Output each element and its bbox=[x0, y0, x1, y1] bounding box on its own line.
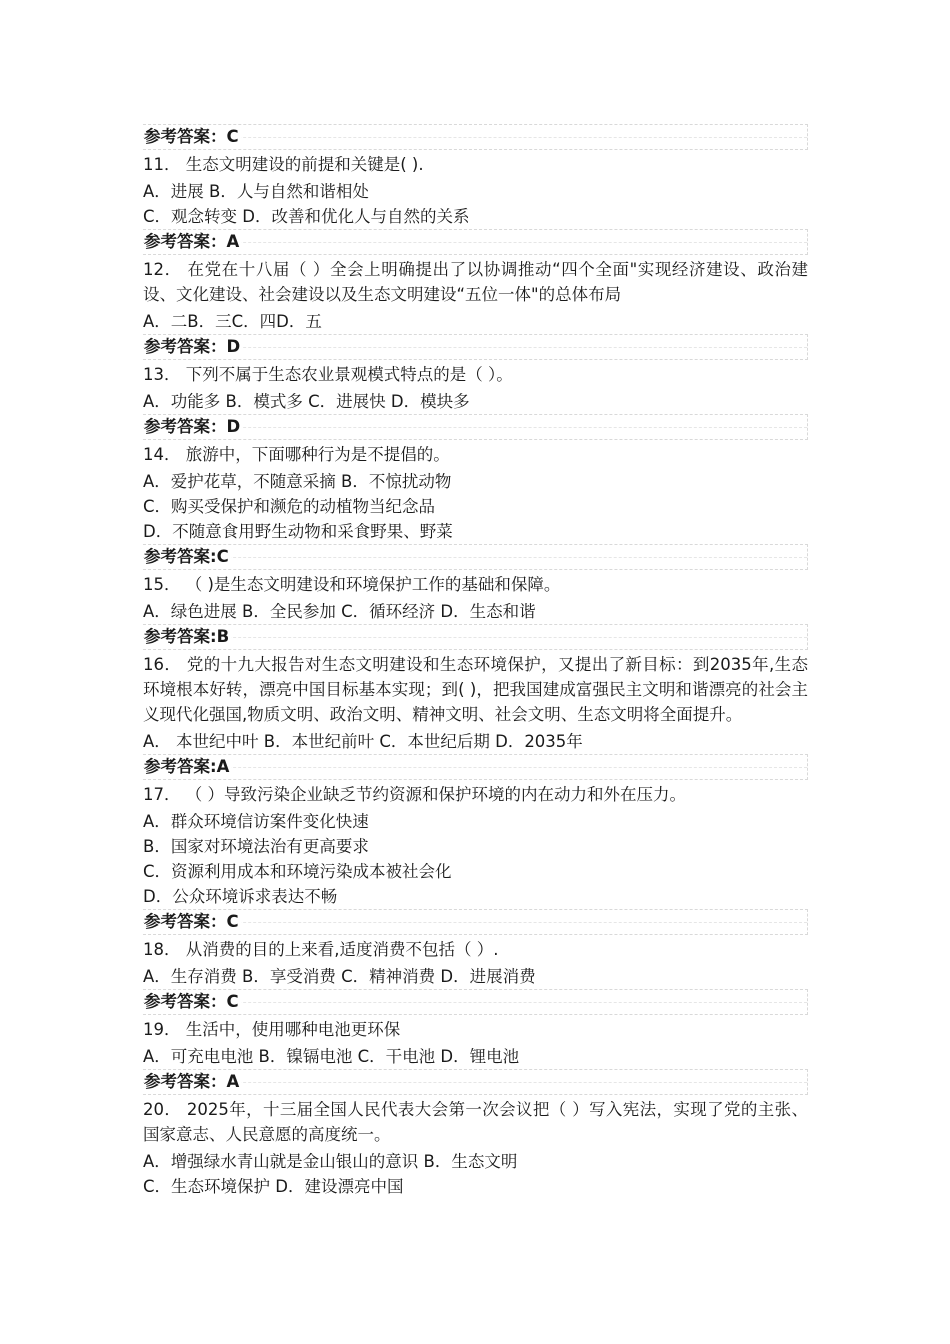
option-line: A．二B．三C．四D．五 bbox=[143, 312, 322, 331]
option-line: A．增强绿水青山就是金山银山的意识 B．生态文明 bbox=[143, 1152, 518, 1171]
answer-text: 参考答案：C bbox=[144, 992, 239, 1011]
option-line: A．进展 B．人与自然和谐相处 bbox=[143, 182, 369, 201]
option-line: A．爱护花草，不随意采摘 B．不惊扰动物 bbox=[143, 472, 452, 491]
question-text: 11． 生态文明建设的前提和关键是( ). bbox=[143, 155, 424, 174]
document-page bbox=[143, 124, 808, 1199]
option-line: C．资源利用成本和环境污染成本被社会化 bbox=[143, 862, 452, 881]
answer-line bbox=[143, 909, 808, 935]
question-text: 18． 从消费的目的上来看,适度消费不包括（ ）. bbox=[143, 940, 499, 959]
option-line: D．公众环境诉求表达不畅 bbox=[143, 887, 338, 906]
option-line: C．观念转变 D．改善和优化人与自然的关系 bbox=[143, 207, 470, 226]
answer-line bbox=[143, 544, 808, 570]
answer-text: 参考答案:C bbox=[144, 547, 229, 566]
answer-line bbox=[143, 1069, 808, 1095]
answer-text: 参考答案：A bbox=[144, 232, 240, 251]
answer-line bbox=[143, 124, 808, 150]
answer-line bbox=[143, 229, 808, 255]
option-line: A．可充电电池 B．镍镉电池 C．干电池 D．锂电池 bbox=[143, 1047, 520, 1066]
answer-line bbox=[143, 754, 808, 780]
answer-text: 参考答案：D bbox=[144, 337, 241, 356]
option-line: B．国家对环境法治有更高要求 bbox=[143, 837, 369, 856]
answer-text: 参考答案：D bbox=[144, 417, 241, 436]
question-text: 16． 党的十九大报告对生态文明建设和生态环境保护，又提出了新目标：到2035年,生态环境根本好转，漂亮中国目标基本实现；到( )，把我国建成富强民主文明和谐漂亮的社会主义现代化强国,物质文明、政治文明、精神文明、社会文明、生态文明将全面提升。 bbox=[143, 655, 808, 724]
option-line: A．群众环境信访案件变化快速 bbox=[143, 812, 369, 831]
answer-line bbox=[143, 414, 808, 440]
answer-line bbox=[143, 989, 808, 1015]
option-line: A．功能多 B．模式多 C．进展快 D．模块多 bbox=[143, 392, 470, 411]
question-text: 13． 下列不属于生态农业景观模式特点的是（ ）。 bbox=[143, 365, 513, 384]
question-text: 12． 在党在十八届（ ）全会上明确提出了以协调推动“四个全面"实现经济建设、政治建设、文化建设、社会建设以及生态文明建设“五位一体"的总体布局 bbox=[143, 260, 808, 304]
question-text: 14． 旅游中，下面哪种行为是不提倡的。 bbox=[143, 445, 450, 464]
answer-text: 参考答案：C bbox=[144, 912, 239, 931]
option-line: D．不随意食用野生动物和采食野果、野菜 bbox=[143, 522, 453, 541]
question-text: 17． （ ）导致污染企业缺乏节约资源和保护环境的内在动力和外在压力。 bbox=[143, 785, 686, 804]
question-text: 15． （ )是生态文明建设和环境保护工作的基础和保障。 bbox=[143, 575, 561, 594]
option-line: C．生态环境保护 D．建设漂亮中国 bbox=[143, 1177, 404, 1196]
answer-text: 参考答案:B bbox=[144, 627, 230, 646]
option-line: A．绿色进展 B．全民参加 C．循环经济 D．生态和谐 bbox=[143, 602, 536, 621]
answer-text: 参考答案：A bbox=[144, 1072, 240, 1091]
option-line: A．生存消费 B．享受消费 C．精神消费 D．进展消费 bbox=[143, 967, 536, 986]
answer-text: 参考答案:A bbox=[144, 757, 230, 776]
question-text: 19． 生活中，使用哪种电池更环保 bbox=[143, 1020, 401, 1039]
answer-line bbox=[143, 334, 808, 360]
option-line: A． 本世纪中叶 B．本世纪前叶 C．本世纪后期 D．2035年 bbox=[143, 732, 583, 751]
answer-line bbox=[143, 624, 808, 650]
answer-text: 参考答案：C bbox=[144, 127, 239, 146]
question-text: 20． 2025年，十三届全国人民代表大会第一次会议把（ ）写入宪法，实现了党的主张、国家意志、人民意愿的高度统一。 bbox=[143, 1100, 808, 1144]
option-line: C．购买受保护和濒危的动植物当纪念品 bbox=[143, 497, 436, 516]
